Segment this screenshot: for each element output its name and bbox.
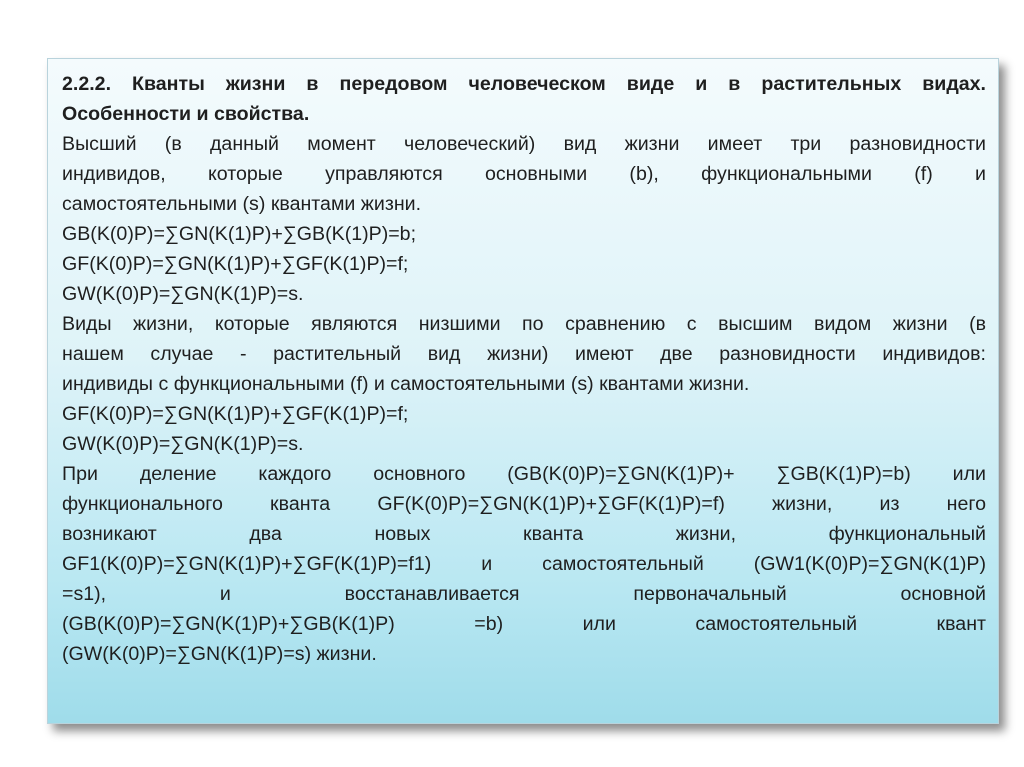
text-line: (GW(K(0)P)=∑GN(K(1)P)=s) жизни. <box>62 643 377 665</box>
section-heading-line-1: 2.2.2. Кванты жизни в передовом человеческом виде и в растительных видах. <box>62 73 986 95</box>
formula-line: GW(K(0)P)=∑GN(K(1)P)=s. <box>62 433 304 455</box>
text-line: =s1), и восстанавливается первоначальный основной <box>62 583 986 605</box>
text-line: индивидов, которые управляются основными (b), функциональными (f) и <box>62 163 986 185</box>
text-line: Виды жизни, которые являются низшими по сравнению с высшим видом жизни (в <box>62 313 986 335</box>
text-line: Высший (в данный момент человеческий) вид жизни имеет три разновидности <box>62 133 986 155</box>
formula-line: GF(K(0)P)=∑GN(K(1)P)+∑GF(K(1)P)=f; <box>62 253 409 275</box>
text-line: самостоятельными (s) квантами жизни. <box>62 193 422 215</box>
text-line: (GB(K(0)P)=∑GN(K(1)P)+∑GB(K(1)P) =b) или самостоятельный квант <box>62 613 986 635</box>
text-line: возникают два новых кванта жизни, функциональный <box>62 523 986 545</box>
formula-line: GW(K(0)P)=∑GN(K(1)P)=s. <box>62 283 304 305</box>
text-box <box>47 58 999 724</box>
text-line: индивиды с функциональными (f) и самостоятельными (s) квантами жизни. <box>62 373 750 395</box>
formula-line: GB(K(0)P)=∑GN(K(1)P)+∑GB(K(1)P)=b; <box>62 223 417 245</box>
formula-line: GF(K(0)P)=∑GN(K(1)P)+∑GF(K(1)P)=f; <box>62 403 409 425</box>
text-line: GF1(K(0)P)=∑GN(K(1)P)+∑GF(K(1)P)=f1) и самостоятельный (GW1(K(0)P)=∑GN(K(1)P) <box>62 553 986 575</box>
section-heading-line-2: Особенности и свойства. <box>62 103 310 125</box>
text-line: При деление каждого основного (GB(K(0)P)=∑GN(K(1)P)+ ∑GB(K(1)P)=b) или <box>62 463 986 485</box>
text-line: нашем случае - растительный вид жизни) имеют две разновидности индивидов: <box>62 343 986 365</box>
text-line: функционального кванта GF(K(0)P)=∑GN(K(1)P)+∑GF(K(1)P)=f) жизни, из него <box>62 493 986 515</box>
